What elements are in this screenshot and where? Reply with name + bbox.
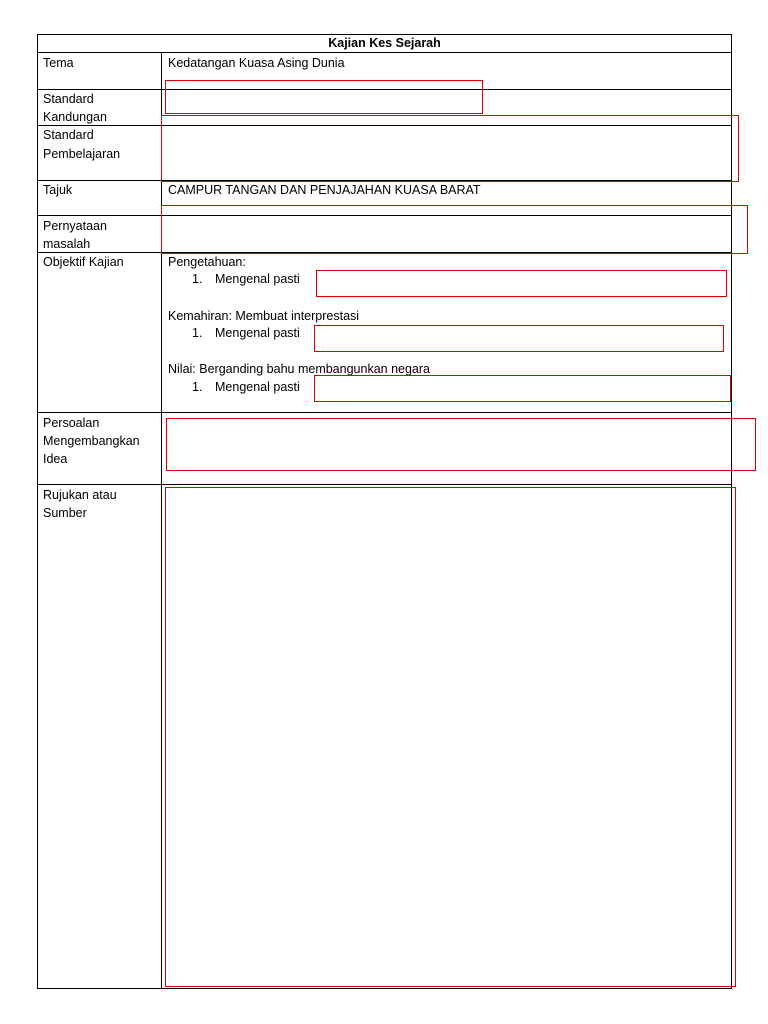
document-title: Kajian Kes Sejarah [328,36,441,50]
label-pernyataan-1: Pernyataan [43,219,107,233]
column-divider [161,52,162,989]
label-standard-kandungan-2: Kandungan [43,110,107,124]
label-pernyataan-2: masalah [43,237,91,251]
row-divider [37,412,732,413]
nilai-number: 1. [192,380,203,394]
standard-kandungan-field[interactable] [165,80,483,114]
kemahiran-item: Mengenal pasti [215,326,300,340]
nilai-heading: Nilai: Berganding bahu membangunkan negara [168,362,430,376]
label-persoalan-1: Persoalan [43,416,100,430]
label-tema: Tema [43,56,74,70]
value-tema: Kedatangan Kuasa Asing Dunia [168,56,345,70]
pengetahuan-item: Mengenal pasti [215,272,300,286]
rujukan-field[interactable] [165,487,736,987]
nilai-field[interactable] [314,375,731,402]
label-rujukan-2: Sumber [43,506,87,520]
kemahiran-heading: Kemahiran: Membuat interprestasi [168,309,360,323]
label-rujukan-1: Rujukan atau [43,488,117,502]
table-border-left [37,34,38,989]
standard-pembelajaran-field[interactable] [161,115,739,182]
label-standard-pembelajaran-2: Pembelajaran [43,147,121,161]
label-objektif-kajian: Objektif Kajian [43,255,124,269]
label-standard-kandungan-1: Standard [43,92,94,106]
pengetahuan-field[interactable] [316,270,727,297]
row-divider [37,52,732,53]
value-tajuk: CAMPUR TANGAN DAN PENJAJAHAN KUASA BARAT [168,183,481,197]
label-persoalan-3: Idea [43,452,68,466]
label-standard-pembelajaran-1: Standard [43,128,94,142]
persoalan-field[interactable] [166,418,756,471]
kemahiran-number: 1. [192,326,203,340]
pengetahuan-heading: Pengetahuan: [168,255,246,269]
pernyataan-masalah-field[interactable] [161,205,748,254]
label-tajuk: Tajuk [43,183,73,197]
label-persoalan-2: Mengembangkan [43,434,140,448]
row-divider [37,484,732,485]
nilai-item: Mengenal pasti [215,380,300,394]
table-border-bottom [37,988,732,989]
kemahiran-field[interactable] [314,325,724,352]
pengetahuan-number: 1. [192,272,203,286]
